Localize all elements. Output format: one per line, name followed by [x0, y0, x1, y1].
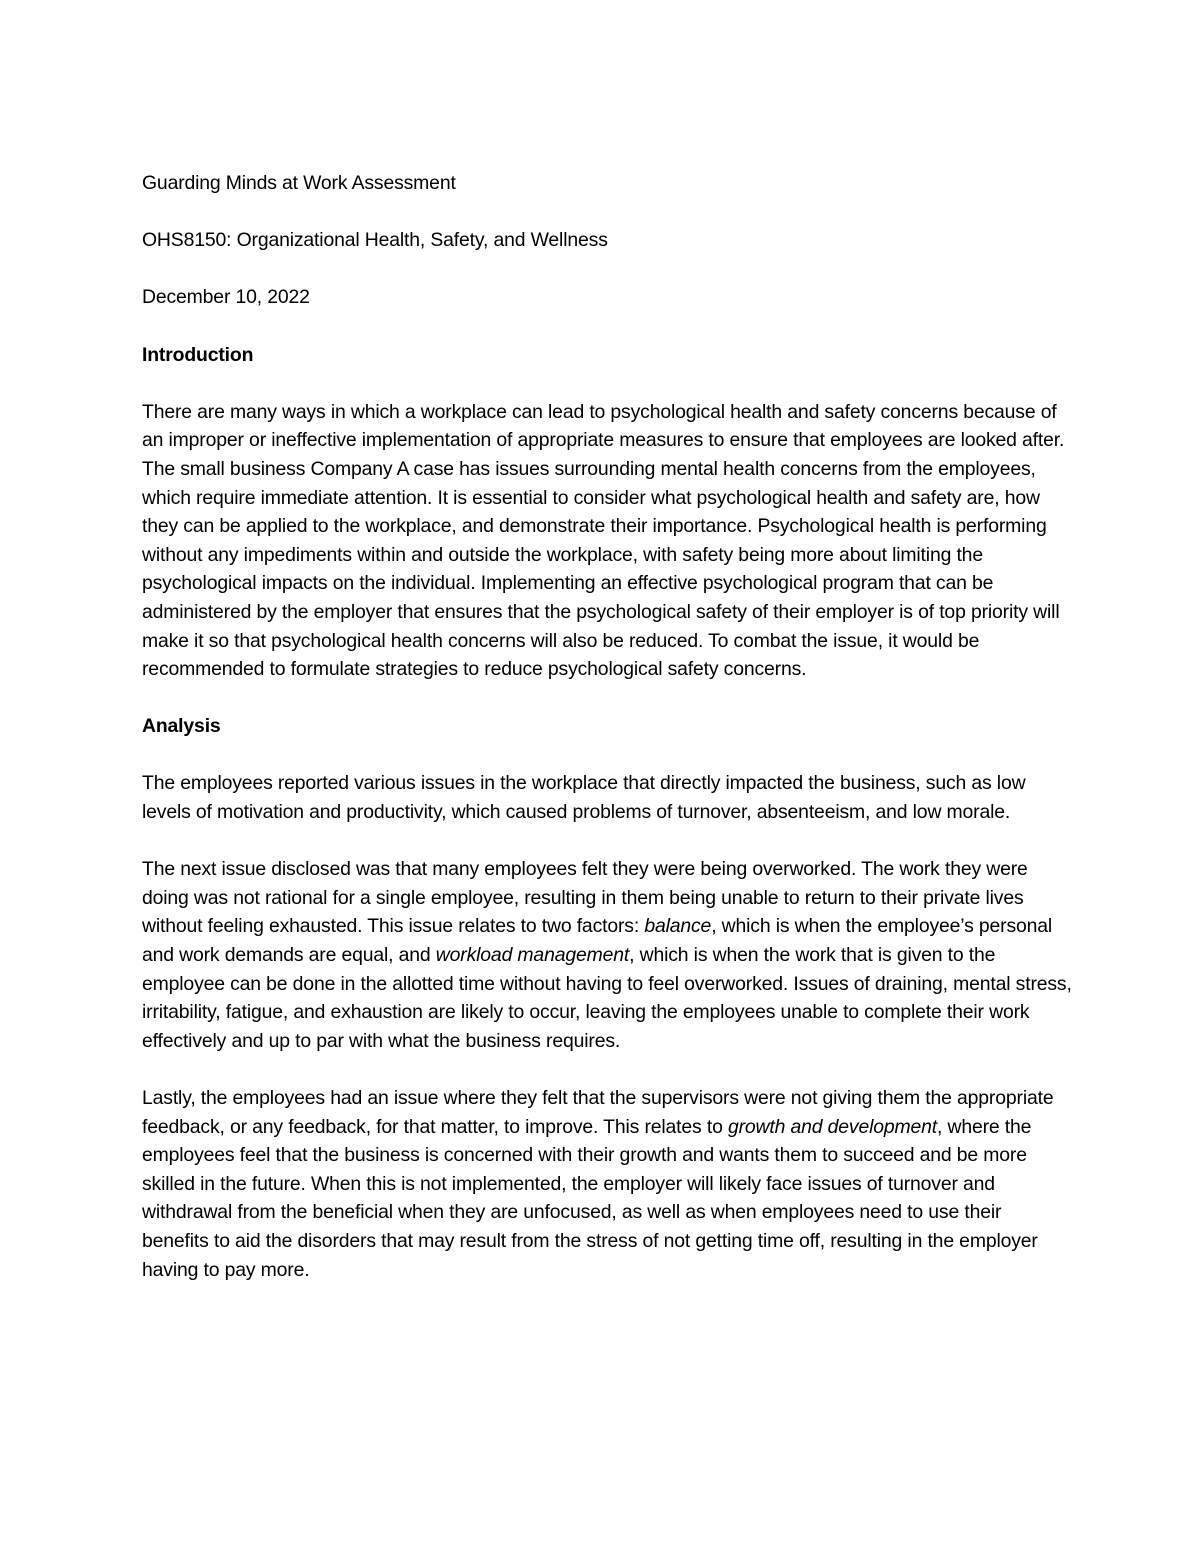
- course-line: OHS8150: Organizational Health, Safety, and Wellness: [142, 229, 608, 252]
- document-date: December 10, 2022: [142, 286, 310, 309]
- term-balance: balance: [644, 915, 712, 938]
- analysis-paragraph-3-text-1: Lastly, the employees had an issue where they felt that the supervisors were not giving them the appropriate feedback, or any feedback, for that matter, to improve. This relates to: [142, 1087, 1054, 1138]
- analysis-paragraph-1: The employees reported various issues in the workplace that directly impacted the business, such as low levels of motivation and productivity, which caused problems of turnover, absenteeism, and low morale.: [142, 772, 1026, 824]
- analysis-paragraph-3-text-2: , where the employees feel that the business is concerned with their growth and wants them to succeed and be more skilled in the future. When this is not implemented, the employer will likely face issues of turnover and withdrawal from the beneficial when they are unfocused, as well as when employees need to use their benefits to aid the disorders that may result from the stress of not getting time off, resulting in the employer having to pay more.: [142, 1115, 1038, 1281]
- analysis-paragraph-2-text-2: , which is when the employee’s personal and work demands are equal, and: [142, 915, 1053, 967]
- term-workload-management: workload management: [435, 944, 630, 967]
- analysis-paragraph-3: [142, 1084, 1072, 1284]
- analysis-paragraph-2: [142, 855, 1072, 1055]
- document-body: [142, 169, 1072, 1284]
- introduction-paragraph: There are many ways in which a workplace can lead to psychological health and safety concerns because of an improper or ineffective implementation of appropriate measures to ensure that employees are looked after. The small business Company A case has issues surrounding mental health concerns from the employees, which require immediate attention. It is essential to consider what psychological health and safety are, how they can be applied to the workplace, and demonstrate their importance. Psychological health is performing without any impediments within and outside the workplace, with safety being more about limiting the psychological impacts on the individual. Implementing an effective psychological program that can be administered by the employer that ensures that the psychological safety of their employer is of top priority will make it so that psychological health concerns will also be reduced. To combat the issue, it would be recommended to formulate strategies to reduce psychological safety concerns.: [142, 400, 1065, 681]
- analysis-paragraph-2-text-1: The next issue disclosed was that many employees felt they were being overworked. The work they were doing was not rational for a single employee, resulting in them being unable to return to their private lives without feeling exhausted. This issue relates to two factors:: [142, 858, 1028, 938]
- introduction-heading: Introduction: [142, 343, 254, 366]
- term-growth-and-development: growth and development: [727, 1115, 938, 1138]
- document-title: Guarding Minds at Work Assessment: [142, 172, 456, 194]
- analysis-paragraph-2-text-3: , which is when the work that is given to the employee can be done in the allotted time without having to feel overworked. Issues of draining, mental stress, irritability, fatigue, and exhaustion are likely to occur, leaving the employees unable to complete their work effectively and up to par with what the business requires.: [142, 944, 1072, 1052]
- analysis-heading: Analysis: [142, 715, 221, 738]
